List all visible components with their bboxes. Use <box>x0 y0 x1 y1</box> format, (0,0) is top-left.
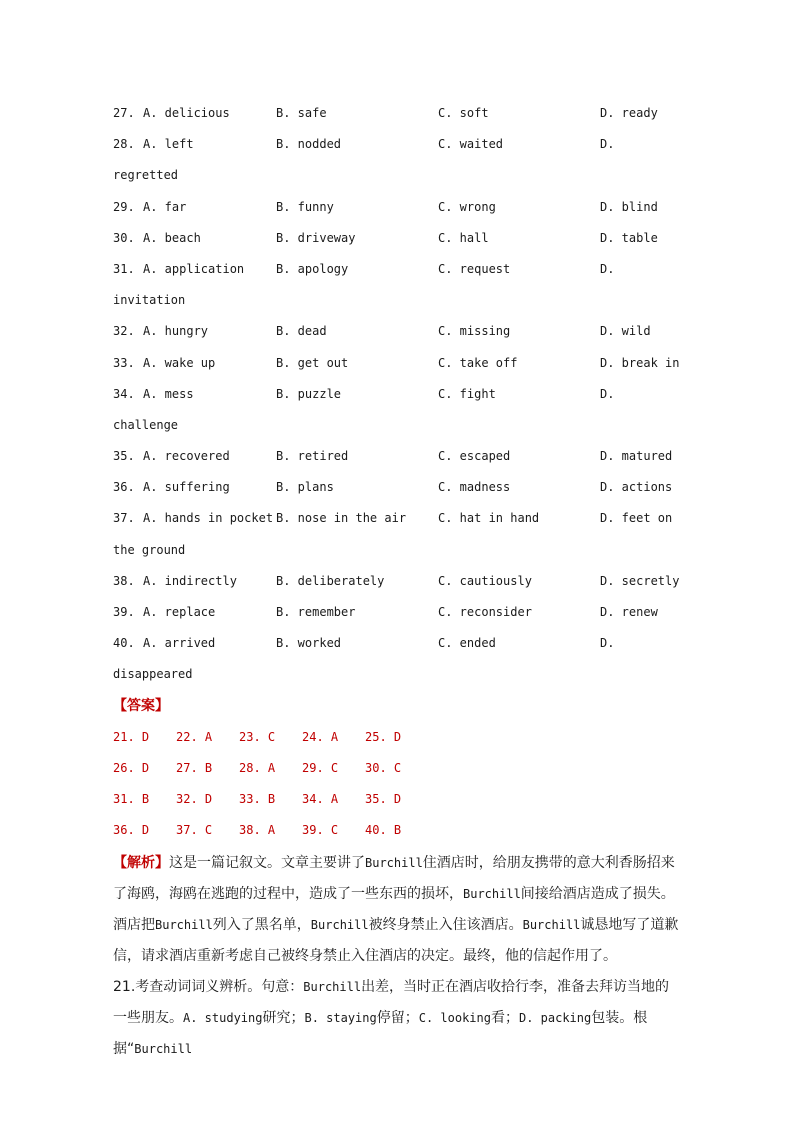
option-b: B. nodded <box>276 137 342 152</box>
content-area <box>113 104 683 1065</box>
option-d: D. actions <box>600 480 673 495</box>
question-number: 34. <box>113 386 135 401</box>
option-b: B. driveway <box>276 230 356 245</box>
answer-item: 25. D <box>365 729 402 744</box>
option-c: C. request <box>438 261 511 276</box>
option-a: A. suffering <box>143 480 230 495</box>
question-row <box>113 104 683 135</box>
option-d-continued: the ground <box>113 542 186 557</box>
option-a: A. application <box>143 261 245 276</box>
option-d: D. <box>600 386 615 401</box>
option-b: B. dead <box>276 324 327 339</box>
analysis-section <box>113 848 683 1065</box>
option-d: D. table <box>600 230 658 245</box>
option-a: A. beach <box>143 230 201 245</box>
option-c: C. escaped <box>438 449 511 464</box>
answer-item: 35. D <box>365 791 402 806</box>
option-d-continued: regretted <box>113 168 179 183</box>
question-number: 37. <box>113 511 135 526</box>
option-c: C. hall <box>438 230 489 245</box>
answer-item: 33. B <box>239 791 276 806</box>
question-number: 30. <box>113 230 135 245</box>
option-c: C. fight <box>438 386 496 401</box>
option-b: B. puzzle <box>276 386 342 401</box>
question-wrap-line <box>113 416 683 447</box>
option-a: A. recovered <box>143 449 230 464</box>
question-row <box>113 603 683 634</box>
option-a: A. delicious <box>143 106 230 120</box>
question-row <box>113 229 683 260</box>
answer-item: 40. B <box>365 822 402 837</box>
answer-item: 32. D <box>176 791 213 806</box>
answer-heading: 【答案】 <box>113 697 169 714</box>
option-c: C. hat in hand <box>438 511 540 526</box>
option-a: A. indirectly <box>143 573 237 588</box>
answer-row <box>113 790 683 821</box>
option-d: D. <box>600 137 615 152</box>
option-a: A. left <box>143 137 194 152</box>
answer-item: 24. A <box>302 729 339 744</box>
option-b: B. safe <box>276 106 327 120</box>
question-number: 38. <box>113 573 135 588</box>
answer-row <box>113 728 683 759</box>
question-number: 36. <box>113 480 135 495</box>
answer-item: 38. A <box>239 822 276 837</box>
option-d: D. ready <box>600 106 658 120</box>
question-row <box>113 322 683 353</box>
question-row <box>113 572 683 603</box>
question-row <box>113 509 683 540</box>
question-row <box>113 634 683 665</box>
option-a: A. far <box>143 199 187 214</box>
question-row <box>113 385 683 416</box>
answer-row <box>113 821 683 852</box>
option-b: B. worked <box>276 636 342 651</box>
answer-item: 29. C <box>302 760 339 775</box>
option-b: B. funny <box>276 199 334 214</box>
question-wrap-line <box>113 665 683 696</box>
option-d: D. break in <box>600 355 680 370</box>
option-b: B. nose in the air <box>276 511 407 526</box>
answer-item: 39. C <box>302 822 339 837</box>
option-a: A. hungry <box>143 324 209 339</box>
option-c: C. take off <box>438 355 518 370</box>
option-a: A. wake up <box>143 355 216 370</box>
option-d-continued: disappeared <box>113 667 193 682</box>
answer-item: 26. D <box>113 760 150 775</box>
option-b: B. apology <box>276 261 349 276</box>
answer-list <box>113 728 683 852</box>
option-c: C. soft <box>438 106 489 120</box>
question-number: 33. <box>113 355 135 370</box>
question-row <box>113 135 683 166</box>
option-a: A. hands in pocket <box>143 511 274 526</box>
question-wrap-line <box>113 291 683 322</box>
option-c: C. missing <box>438 324 511 339</box>
analysis-tag: 【解析】 <box>113 854 169 871</box>
question-number: 35. <box>113 449 135 464</box>
option-b: B. retired <box>276 449 349 464</box>
option-a: A. replace <box>143 605 216 619</box>
option-a: A. mess <box>143 386 194 401</box>
option-c: C. wrong <box>438 199 496 214</box>
question-list <box>113 104 683 697</box>
option-d: D. <box>600 261 615 276</box>
question-number: 31. <box>113 261 135 276</box>
option-b: B. deliberately <box>276 573 385 588</box>
option-c: C. madness <box>438 480 511 495</box>
option-c: C. ended <box>438 636 496 651</box>
option-c: C. waited <box>438 137 504 152</box>
question-wrap-line <box>113 541 683 572</box>
option-d: D. wild <box>600 324 651 339</box>
option-c: C. reconsider <box>438 605 532 619</box>
analysis-paragraph-1: 【解析】这是一篇记叙文。文章主要讲了Burchill住酒店时，给朋友携带的意大利香肠招来了海鸥，海鸥在逃跑的过程中，造成了一些东西的损坏，Burchill间接给酒店造成了损失。酒店把Burchill列入了黑名单，Burchill被终身禁止入住该酒店。Burchill诚恳地写了道歉信，请求酒店重新考虑自己被终身禁止入住酒店的决定。最终，他的信起作用了。 <box>113 854 679 964</box>
analysis-paragraph-2: 21.考查动词词义辨析。句意：Burchill出差，当时正在酒店收拾行李，准备去拜访当地的一些朋友。A. studying研究；B. staying停留；C. looking看；D. packing包装。根据“Burchill <box>113 978 670 1057</box>
answer-item: 31. B <box>113 791 150 806</box>
question-row <box>113 447 683 478</box>
option-d: D. feet on <box>600 511 673 526</box>
question-number: 28. <box>113 137 135 152</box>
option-d: D. matured <box>600 449 673 464</box>
question-number: 40. <box>113 636 135 651</box>
option-c: C. cautiously <box>438 573 532 588</box>
option-d-continued: challenge <box>113 417 179 432</box>
question-row <box>113 478 683 509</box>
answer-item: 23. C <box>239 729 276 744</box>
answer-row <box>113 759 683 790</box>
option-b: B. remember <box>276 605 356 619</box>
question-number: 39. <box>113 605 135 619</box>
answer-item: 22. A <box>176 729 213 744</box>
option-a: A. arrived <box>143 636 216 651</box>
option-d: D. secretly <box>600 573 680 588</box>
answer-item: 27. B <box>176 760 213 775</box>
answer-item: 36. D <box>113 822 150 837</box>
option-d: D. renew <box>600 605 658 619</box>
question-wrap-line <box>113 166 683 197</box>
option-d-continued: invitation <box>113 293 186 308</box>
answer-item: 30. C <box>365 760 402 775</box>
option-d: D. blind <box>600 199 658 214</box>
answer-item: 28. A <box>239 760 276 775</box>
question-row <box>113 354 683 385</box>
option-b: B. get out <box>276 355 349 370</box>
answer-item: 37. C <box>176 822 213 837</box>
answer-item: 21. D <box>113 729 150 744</box>
question-number: 32. <box>113 324 135 339</box>
question-number: 27. <box>113 106 135 120</box>
option-d: D. <box>600 636 615 651</box>
option-b: B. plans <box>276 480 334 495</box>
question-row <box>113 260 683 291</box>
answer-item: 34. A <box>302 791 339 806</box>
question-row <box>113 198 683 229</box>
question-number: 29. <box>113 199 135 214</box>
